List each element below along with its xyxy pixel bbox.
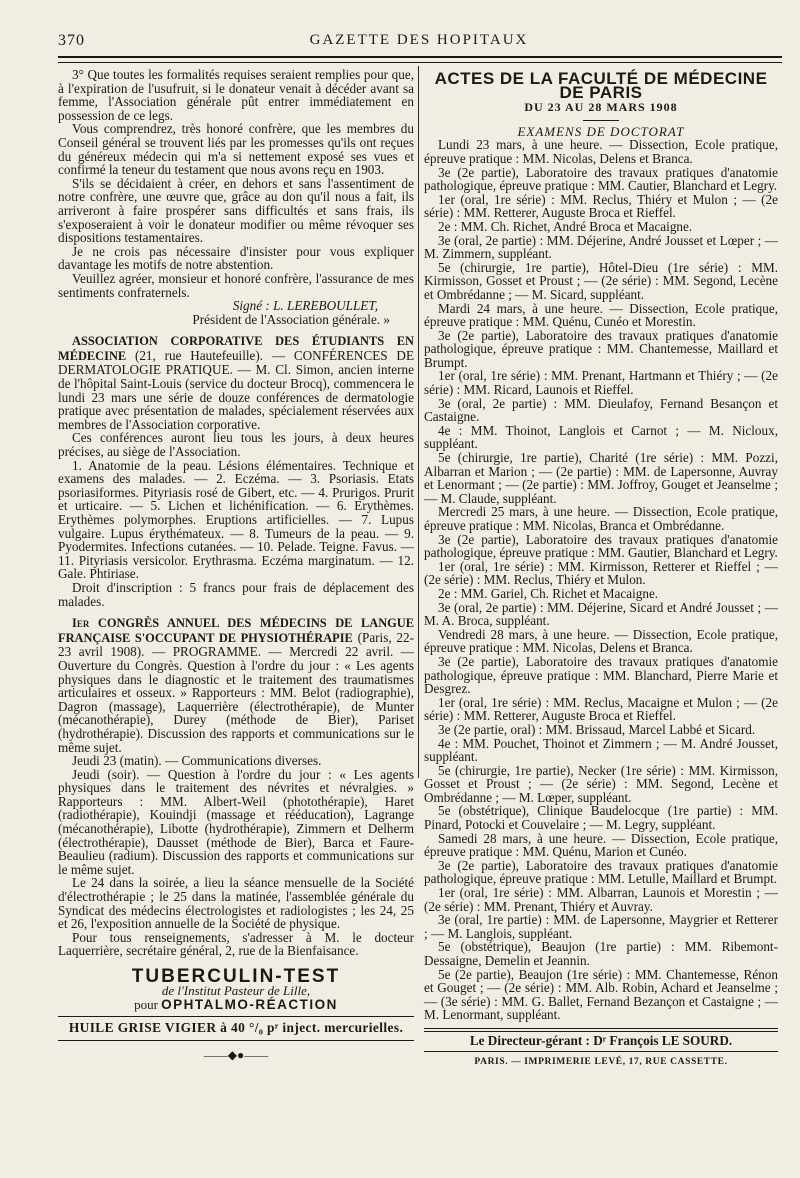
advert-tuberculin-use: [58, 998, 414, 1012]
advert-rule: [58, 1040, 414, 1041]
exam-entry: 5e (chirurgie, 1re partie), Hôtel-Dieu (1re série) : MM. Kirmisson, Gosset et Proust ; — (2e série) : MM. Segond, Lecène et Ombrédanne ; — M. Sicard, suppléant.: [424, 259, 778, 302]
section-date: DU 23 AU 28 MARS 1908: [524, 100, 678, 115]
assoc-subtitle: CONFÉRENCES DE DERMATOLOGIE PRATIQUE.: [58, 347, 415, 378]
letter-paragraph: S'ils se décidaient à créer, en dehors et sans l'assentiment de notre confrère, une œuvre que, grâce au don qu'il nous a fait, ils arriveront à faire prospérer sans difficultés et sans frais, ils s'exposeraient à voir le donateur modifier ou même révoquer ses dispositions testamentaires.: [58, 175, 414, 246]
journal-title: GAZETTE DES HOPITAUX: [309, 32, 529, 48]
exam-entry: 3e (oral, 2e partie) : MM. Dieulafoy, Fernand Besançon et Castaigne.: [424, 395, 778, 425]
advert-vigier: HUILE GRISE VIGIER à 40 °/₀ pʳ inject. mercurielles.: [68, 1020, 404, 1036]
renseignements-paragraph: Pour tous renseignements, s'adresser à M. le docteur Laquerrière, secrétaire général, 2, rue de la Bienfaisance.: [58, 929, 414, 959]
exam-entry: 3e (oral, 1re partie) : MM. de Lapersonne, Maygrier et Retterer ; — M. Langlois, suppléant.: [424, 912, 778, 941]
advert-rule: [58, 1016, 414, 1017]
congres-title: Ier CONGRÈS ANNUEL DES MÉDECINS DE LANGUE FRANÇAISE S'OCCUPANT DE PHYSIOTHÉRAPIE: [58, 616, 414, 645]
footer-rule: [424, 1028, 778, 1032]
exam-entry: 1er (oral, 1re série) : MM. Albarran, Launois et Morestin ; — (2e série) : MM. Prenant, Thiéry et Auvray.: [424, 885, 778, 914]
advert-pour: pour: [134, 996, 162, 1012]
exam-entry: Vendredi 28 mars, à une heure. — Dissection, Ecole pratique, épreuve pratique : MM. Nicolas, Delens et Branca.: [424, 626, 778, 656]
assoc-text: — M. Cl. Simon, ancien interne de l'hôpital Saint-Louis (service du docteur Brocq), commencera le lundi 23 mars une série de douze conférences de dermatologie pratique avec présentation de malades, spécialement réservées aux membres de l'Association corporative.: [58, 362, 414, 432]
jeudi-soir: Jeudi (soir). — Question à l'ordre du jour : « Les agents physiques dans le traitement des névrites et névralgies. » Rapporteurs : MM. Albert-Weil (photothérapie), Haret (radiothérapie), Kouindji (massage et rééducation), Lagrange (mécanothérapie), Libotte (hydrothérapie), Zimmern et Delherm (électrothérapie), Dausset (méthode de Bier), Barca et Faure-Beaulieu (radium). Discussion des rapports et communications sur le même sujet.: [58, 766, 414, 877]
congres-mercredi: — Mercredi 22 avril. — Ouverture du Congrès. Question à l'ordre du jour : « Les agents physiques dans le diagnostic et le traitement des traumatismes articulaires et osseux. » Rapporteurs : MM. Belot (radiographie), Dagron (massage), Laquerrière (électrothérapie), de Munter (mécanothérapie), Durey (méthode de Bier), Pariset (hydrothérapie). Discussion des rapports et communications sur le même sujet.: [58, 644, 414, 755]
assoc-announcement: [58, 334, 414, 431]
advert-tuberculin-subtitle: de l'Institut Pasteur de Lille,: [161, 982, 311, 998]
letter-paragraph: 3° Que toutes les formalités requises seraient remplies pour que, à l'expiration de l'usufruit, si le donateur venait à décéder avant sa femme, l'Association générale pût entrer immédiatement en possession de ce legs.: [58, 67, 414, 123]
exam-entry: 5e (chirurgie, 1re partie), Necker (1re série) : MM. Kirmisson, Gosset et Proust ; — (2e série) : MM. Segond, Lecène et Ombrédanne ; — M. Lœper, suppléant.: [424, 762, 778, 805]
letter-paragraph: Vous comprendrez, très honoré confrère, que les membres du Conseil général se trouvent liés par les promesses qu'ils ont reçues du généreux médecin qui m'a si nettement exposé ses vues et confirmé la teneur du testament que nous avons reçu en 1903.: [58, 121, 414, 178]
jeudi-matin: Jeudi 23 (matin). — Communications diverses.: [72, 753, 322, 769]
exam-entry: 3e (oral, 2e partie) : MM. Déjerine, André Jousset et Lœper ; — M. Zimmern, suppléant.: [424, 232, 778, 262]
congres-programme: PROGRAMME.: [172, 644, 262, 660]
directeur-gerant: Le Directeur-gérant : Dʳ François LE SOURD.: [469, 1032, 733, 1048]
advert-tuberculin-title: TUBERCULIN-TEST: [131, 966, 341, 987]
exam-entry: Mercredi 25 mars, à une heure. — Dissection, Ecole pratique, épreuve pratique : MM. Nicolas, Branca et Ombrédanne.: [424, 504, 778, 533]
column-divider: [418, 66, 419, 778]
exam-entry: Samedi 28 mars, à une heure. — Dissection, Ecole pratique, épreuve pratique : MM. Quénu, Marion et Cunéo.: [424, 830, 778, 860]
left-column: [58, 68, 414, 1062]
exam-entry: 3e (2e partie), Laboratoire des travaux pratiques d'anatomie pathologique, épreuve pratique : MM. Cautier, Blanchard et Legry.: [424, 164, 778, 194]
exam-entry: 5e (chirurgie, 1re partie), Charité (1re série) : MM. Pozzi, Albarran et Marion ; — (2e partie) : MM. de Lapersonne, Auvray et Lenormant ; — (2e partie) : MM. Joffroy, Gouget et Jeanselme ; — M. Claude, suppléant.: [424, 450, 778, 506]
section-title: ACTES DE LA FACULTÉ DE MÉDECINE DE PARIS: [434, 69, 768, 102]
right-column: [424, 68, 778, 1069]
exam-entry: 3e (2e partie), Laboratoire des travaux pratiques d'anatomie pathologique, épreuve pratique : MM. Chantemesse, Maillard et Brumpt.: [424, 327, 778, 370]
footer-rule: [424, 1051, 778, 1052]
exam-entry: 4e : MM. Pouchet, Thoinot et Zimmern ; — M. André Jousset, suppléant.: [424, 735, 778, 765]
congres-announcement: [58, 616, 414, 754]
exam-entry: 1er (oral, 1re série) : MM. Prenant, Hartmann et Thiéry ; — (2e série) : MM. Ricard, Launois et Rieffel.: [424, 368, 778, 398]
exam-entry: 5e (obstétrique), Clinique Baudelocque (1re partie) : MM. Pinard, Potocki et Couvelaire ; — M. Legry, suppléant.: [424, 803, 778, 833]
exam-entry: 5e (obstétrique), Beaujon (1re partie) : MM. Ribemont-Dessaigne, Demelin et Jeannin.: [424, 939, 778, 968]
assoc-fee: Droit d'inscription : 5 francs pour frais de déplacement des malades.: [58, 579, 414, 609]
page-number: 370: [58, 32, 85, 49]
exam-entry: 3e (2e partie, oral) : MM. Brissaud, Marcel Labbé et Sicard.: [438, 721, 756, 737]
imprimerie-line: PARIS. — IMPRIMERIE LEVÉ, 17, RUE CASSETTE.: [474, 1056, 728, 1067]
exam-entry: Lundi 23 mars, à une heure. — Dissection, Ecole pratique, épreuve pratique : MM. Nicolas, Delens et Branca.: [424, 137, 778, 166]
exam-entry: Mardi 24 mars, à une heure. — Dissection, Ecole pratique, épreuve pratique : MM. Quénu, Cunéo et Morestin.: [424, 300, 778, 330]
exam-entry: 3e (2e partie), Laboratoire des travaux pratiques d'anatomie pathologique, épreuve pratique : MM. Blanchard, Pierre Marie et Desgrez.: [424, 653, 778, 697]
letter-paragraph: Veuillez agréer, monsieur et honoré confrère, l'assurance de mes sentiments confraternels.: [58, 270, 414, 300]
exam-list: [424, 138, 778, 1022]
signature-title: Président de l'Association générale. »: [192, 311, 390, 327]
assoc-paragraph: Ces conférences auront lieu tous les jours, à deux heures précises, au siège de l'Association.: [58, 430, 414, 460]
exam-entry: 2e : MM. Gariel, Ch. Richet et Macaigne.: [438, 585, 659, 601]
exam-entry: 5e (2e partie), Beaujon (1re série) : MM. Chantemesse, Rénon et Gouget ; — (2e série) : MM. Alb. Robin, Achard et Jeanselme ; — (3e série) : MM. G. Ballet, Fernand Bezançon et Castaigne ; — M. Lenormant, suppléant.: [424, 966, 778, 1023]
ornament-divider: ——◆●——: [203, 1047, 269, 1062]
advert-reaction: OPHTALMO-RÉACTION: [161, 996, 338, 1012]
exam-entry: 3e (oral, 2e partie) : MM. Déjerine, Sicard et André Jousset ; — M. A. Broca, suppléant.: [424, 599, 778, 629]
assoc-address: (21, rue Hautefeuille). —: [126, 347, 294, 363]
exam-entry: 2e : MM. Ch. Richet, André Broca et Macaigne.: [438, 218, 693, 234]
assoc-program: 1. Anatomie de la peau. Lésions élémentaires. Technique et examens des malades. — 2. Eczéma. — 3. Psoriasis. Etats psoriasiformes. Pityriasis rosé de Gibert, etc. — 4. Prurigos. Prurit et urticaire. — 5. Lichen et lichénification. — 6. Erythèmes. Erythèmes polymorphes. Eruptions artificielles. — 7. Lupus vulgaire. Lupus érythémateux. — 8. Tumeurs de la peau. — 9. Pyodermites. Infections cutanées. — 10. Pelade. Teigne. Favus. — 11. Pityriasis versicolor. Erythrasma. Eczéma marginatum. — 12. Gale. Phtiriase.: [58, 457, 414, 582]
exam-entry: 3e (2e partie), Laboratoire des travaux pratiques d'anatomie pathologique, épreuve pratique : MM. Gautier, Blanchard et Legry.: [424, 531, 778, 561]
page-header: [58, 30, 780, 52]
exam-entry: 1er (oral, 1re série) : MM. Reclus, Macaigne et Mulon ; — (2e série) : MM. Retterer, Auguste Broca et Rieffel.: [424, 694, 778, 724]
exam-entry: 1er (oral, 1re série) : MM. Reclus, Thiéry et Mulon ; — (2e série) : MM. Retterer, Auguste Broca et Rieffel.: [424, 191, 778, 221]
exam-entry: 3e (2e partie), Laboratoire des travaux pratiques d'anatomie pathologique, épreuve pratique : MM. Letulle, Maillard et Brumpt.: [424, 857, 778, 887]
short-rule: [583, 120, 619, 121]
examens-heading: EXAMENS DE DOCTORAT: [517, 123, 685, 139]
congres-place: (Paris, 22-23 avril 1908). —: [58, 629, 414, 660]
letter-signature: Signé : L. LEREBOULLET,: [232, 298, 378, 314]
assoc-title: ASSOCIATION CORPORATIVE DES ÉTUDIANTS EN MÉDECINE: [58, 334, 414, 363]
exam-entry: 4e : MM. Thoinot, Langlois et Carnot ; — M. Nicloux, suppléant.: [424, 422, 778, 452]
header-rule: [58, 56, 782, 63]
seance-paragraph: Le 24 dans la soirée, a lieu la séance mensuelle de la Société d'électrothérapie ; le 25 dans la matinée, l'assemblée générale du Syndicat des médecins électrologistes et radiologistes ; les 24, 25 et 26, l'exposition annuelle de la Société de physique.: [58, 875, 414, 932]
letter-paragraph: Je ne crois pas nécessaire d'insister pour vous expliquer davantage les motifs de notre abstention.: [58, 243, 414, 273]
exam-entry: 1er (oral, 1re série) : MM. Kirmisson, Retterer et Rieffel ; — (2e série) : MM. Reclus, Thiéry et Mulon.: [424, 558, 778, 588]
